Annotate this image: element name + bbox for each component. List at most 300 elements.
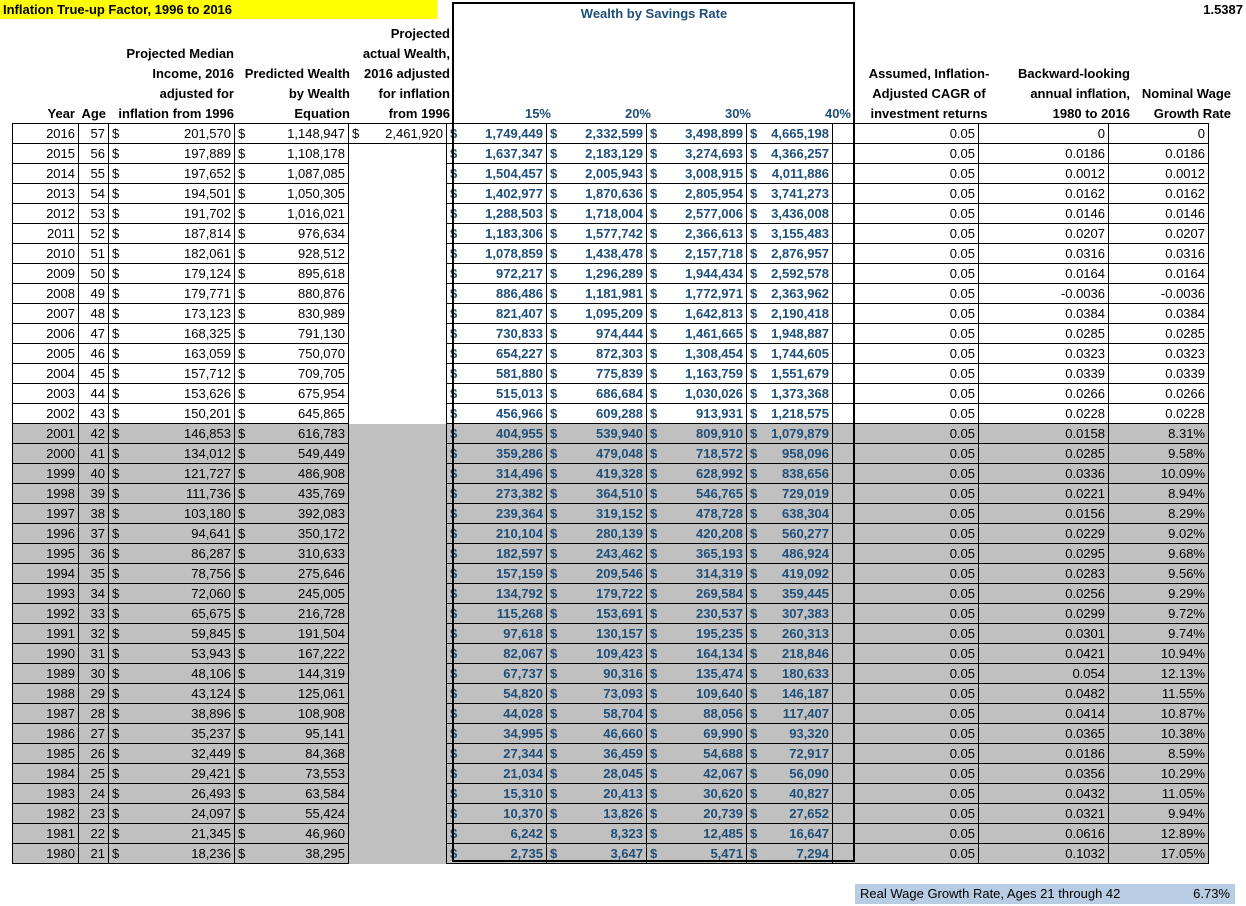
median-income-cell: 173,123 [125, 304, 235, 324]
predicted-wealth-cell: 125,061 [251, 684, 349, 704]
median-income-cell: 197,889 [125, 144, 235, 164]
age-cell: 26 [79, 744, 109, 764]
currency-symbol: $ [109, 364, 125, 384]
currency-symbol: $ [447, 824, 463, 844]
currency-symbol: $ [747, 404, 763, 424]
empty-cell [349, 664, 365, 684]
currency-symbol: $ [747, 744, 763, 764]
nominal-wage-cell: 9.74% [1109, 624, 1209, 644]
empty-cell [365, 664, 447, 684]
wealth-rate-cell: 210,104 [463, 524, 547, 544]
table-row [13, 784, 1209, 804]
currency-symbol: $ [447, 844, 463, 864]
nominal-wage-cell: 10.87% [1109, 704, 1209, 724]
nominal-wage-cell: 8.94% [1109, 484, 1209, 504]
median-income-cell: 103,180 [125, 504, 235, 524]
wealth-rate-cell: 13,826 [563, 804, 647, 824]
wealth-rate-cell: 2,577,006 [663, 204, 747, 224]
currency-symbol: $ [235, 324, 251, 344]
age-cell: 47 [79, 324, 109, 344]
col-header-nominal-wage [1134, 84, 1231, 124]
real-wage-label: Real Wage Growth Rate, Ages 21 through 42 [860, 886, 1121, 901]
age-cell: 21 [79, 844, 109, 864]
year-cell: 1985 [13, 744, 79, 764]
backward-inflation-cell: 0.0295 [979, 544, 1109, 564]
currency-symbol: $ [747, 704, 763, 724]
wealth-rate-cell: 2,805,954 [663, 184, 747, 204]
wealth-rate-cell: 581,880 [463, 364, 547, 384]
predicted-wealth-cell: 63,584 [251, 784, 349, 804]
currency-symbol: $ [109, 324, 125, 344]
currency-symbol: $ [109, 484, 125, 504]
cagr-cell: 0.05 [833, 724, 979, 744]
currency-symbol: $ [747, 444, 763, 464]
empty-cell [349, 544, 365, 564]
empty-cell [349, 504, 365, 524]
wealth-rate-cell: 4,366,257 [763, 144, 833, 164]
median-income-cell: 150,201 [125, 404, 235, 424]
currency-symbol: $ [109, 544, 125, 564]
cagr-cell: 0.05 [833, 544, 979, 564]
table-row [13, 404, 1209, 424]
currency-symbol: $ [109, 524, 125, 544]
wealth-rate-cell: 1,744,605 [763, 344, 833, 364]
currency-symbol: $ [109, 244, 125, 264]
cagr-cell: 0.05 [833, 164, 979, 184]
wealth-rate-cell: 72,917 [763, 744, 833, 764]
currency-symbol: $ [447, 204, 463, 224]
wealth-rate-cell: 243,462 [563, 544, 647, 564]
currency-symbol: $ [547, 584, 563, 604]
wealth-rate-cell: 718,572 [663, 444, 747, 464]
cagr-cell: 0.05 [833, 324, 979, 344]
currency-symbol: $ [747, 224, 763, 244]
currency-symbol: $ [235, 844, 251, 864]
year-cell: 1990 [13, 644, 79, 664]
year-cell: 2015 [13, 144, 79, 164]
currency-symbol: $ [235, 824, 251, 844]
currency-symbol: $ [547, 484, 563, 504]
currency-symbol: $ [547, 784, 563, 804]
nominal-wage-cell: 0.0266 [1109, 384, 1209, 404]
currency-symbol: $ [109, 504, 125, 524]
currency-symbol: $ [547, 144, 563, 164]
empty-cell [349, 484, 365, 504]
median-income-cell: 53,943 [125, 644, 235, 664]
age-cell: 50 [79, 264, 109, 284]
currency-symbol: $ [647, 524, 663, 544]
currency-symbol: $ [547, 444, 563, 464]
predicted-wealth-cell: 73,553 [251, 764, 349, 784]
currency-symbol: $ [647, 404, 663, 424]
table-row [13, 604, 1209, 624]
nominal-wage-cell: 12.89% [1109, 824, 1209, 844]
wealth-rate-cell: 73,093 [563, 684, 647, 704]
predicted-wealth-cell: 310,633 [251, 544, 349, 564]
wealth-rate-cell: 82,067 [463, 644, 547, 664]
wealth-rate-cell: 486,924 [763, 544, 833, 564]
currency-symbol: $ [647, 704, 663, 724]
empty-cell [365, 224, 447, 244]
wealth-rate-cell: 3,155,483 [763, 224, 833, 244]
year-cell: 2005 [13, 344, 79, 364]
predicted-wealth-cell: 486,908 [251, 464, 349, 484]
wealth-rate-cell: 1,461,665 [663, 324, 747, 344]
currency-symbol: $ [447, 364, 463, 384]
currency-symbol: $ [235, 524, 251, 544]
age-cell: 43 [79, 404, 109, 424]
predicted-wealth-cell: 216,728 [251, 604, 349, 624]
currency-symbol: $ [647, 844, 663, 864]
wealth-rate-cell: 273,382 [463, 484, 547, 504]
hdr-income-line: adjusted for [159, 86, 234, 101]
currency-symbol: $ [447, 784, 463, 804]
empty-cell [365, 164, 447, 184]
median-income-cell: 32,449 [125, 744, 235, 764]
wealth-rate-cell: 1,030,026 [663, 384, 747, 404]
wealth-rate-cell: 67,737 [463, 664, 547, 684]
empty-cell [365, 364, 447, 384]
wealth-rate-cell: 109,423 [563, 644, 647, 664]
nominal-wage-cell: 11.05% [1109, 784, 1209, 804]
wealth-rate-cell: 1,642,813 [663, 304, 747, 324]
year-cell: 1982 [13, 804, 79, 824]
median-income-cell: 72,060 [125, 584, 235, 604]
age-cell: 40 [79, 464, 109, 484]
currency-symbol: $ [747, 684, 763, 704]
wealth-rate-cell: 117,407 [763, 704, 833, 724]
cagr-cell: 0.05 [833, 224, 979, 244]
cagr-cell: 0.05 [833, 784, 979, 804]
median-income-cell: 94,641 [125, 524, 235, 544]
currency-symbol: $ [747, 604, 763, 624]
wealth-rate-cell: 1,551,679 [763, 364, 833, 384]
empty-cell [349, 584, 365, 604]
currency-symbol: $ [235, 724, 251, 744]
wealth-rate-cell: 269,584 [663, 584, 747, 604]
currency-symbol: $ [647, 344, 663, 364]
wealth-rate-cell: 3,274,693 [663, 144, 747, 164]
age-cell: 38 [79, 504, 109, 524]
currency-symbol: $ [647, 464, 663, 484]
wealth-rate-cell: 419,092 [763, 564, 833, 584]
empty-cell [365, 844, 447, 864]
backward-inflation-cell: 0.0256 [979, 584, 1109, 604]
nominal-wage-cell: 0.0339 [1109, 364, 1209, 384]
currency-symbol: $ [547, 824, 563, 844]
currency-symbol: $ [235, 184, 251, 204]
wealth-rate-cell: 314,319 [663, 564, 747, 584]
table-row [13, 824, 1209, 844]
currency-symbol: $ [235, 624, 251, 644]
currency-symbol: $ [747, 464, 763, 484]
empty-cell [365, 264, 447, 284]
currency-symbol: $ [647, 444, 663, 464]
currency-symbol: $ [547, 604, 563, 624]
empty-cell [365, 504, 447, 524]
hdr-income-line: Income, 2016 [152, 66, 234, 81]
median-income-cell: 18,236 [125, 844, 235, 864]
backward-inflation-cell: 0.0186 [979, 144, 1109, 164]
predicted-wealth-cell: 1,148,947 [251, 124, 349, 144]
backward-inflation-cell: 0.0285 [979, 324, 1109, 344]
year-cell: 2000 [13, 444, 79, 464]
currency-symbol: $ [447, 324, 463, 344]
year-cell: 1983 [13, 784, 79, 804]
median-income-cell: 197,652 [125, 164, 235, 184]
hdr-backward-line: Backward-looking [1018, 66, 1130, 81]
year-cell: 1999 [13, 464, 79, 484]
wealth-rate-cell: 515,013 [463, 384, 547, 404]
backward-inflation-cell: 0.0414 [979, 704, 1109, 724]
wealth-rate-cell: 638,304 [763, 504, 833, 524]
currency-symbol: $ [647, 204, 663, 224]
wealth-rate-cell: 974,444 [563, 324, 647, 344]
currency-symbol: $ [447, 624, 463, 644]
nominal-wage-cell: 9.02% [1109, 524, 1209, 544]
currency-symbol: $ [235, 564, 251, 584]
currency-symbol: $ [747, 564, 763, 584]
currency-symbol: $ [235, 744, 251, 764]
empty-cell [349, 324, 365, 344]
predicted-wealth-cell: 191,504 [251, 624, 349, 644]
currency-symbol: $ [747, 124, 763, 144]
predicted-wealth-cell: 1,108,178 [251, 144, 349, 164]
nominal-wage-cell: 17.05% [1109, 844, 1209, 864]
empty-cell [365, 304, 447, 324]
age-cell: 49 [79, 284, 109, 304]
currency-symbol: $ [109, 564, 125, 584]
wealth-rate-cell: 4,011,886 [763, 164, 833, 184]
age-cell: 55 [79, 164, 109, 184]
empty-cell [349, 164, 365, 184]
nominal-wage-cell: 10.38% [1109, 724, 1209, 744]
wealth-rate-cell: 16,647 [763, 824, 833, 844]
empty-cell [365, 144, 447, 164]
median-income-cell: 153,626 [125, 384, 235, 404]
backward-inflation-cell: 0.0336 [979, 464, 1109, 484]
year-cell: 1994 [13, 564, 79, 584]
currency-symbol: $ [447, 804, 463, 824]
age-cell: 53 [79, 204, 109, 224]
wealth-rate-cell: 1,288,503 [463, 204, 547, 224]
currency-symbol: $ [647, 644, 663, 664]
currency-symbol: $ [647, 604, 663, 624]
wealth-rate-cell: 27,652 [763, 804, 833, 824]
real-wage-value: 6.73% [1193, 886, 1230, 901]
median-income-cell: 134,012 [125, 444, 235, 464]
wealth-rate-cell: 913,931 [663, 404, 747, 424]
cagr-cell: 0.05 [833, 244, 979, 264]
backward-inflation-cell: 0.0221 [979, 484, 1109, 504]
age-cell: 44 [79, 384, 109, 404]
empty-cell [349, 764, 365, 784]
currency-symbol: $ [109, 184, 125, 204]
cagr-cell: 0.05 [833, 144, 979, 164]
currency-symbol: $ [547, 684, 563, 704]
wealth-rate-cell: 3,008,915 [663, 164, 747, 184]
currency-symbol: $ [547, 524, 563, 544]
age-cell: 57 [79, 124, 109, 144]
table-row [13, 264, 1209, 284]
wealth-rate-cell: 1,438,478 [563, 244, 647, 264]
currency-symbol: $ [109, 844, 125, 864]
median-income-cell: 59,845 [125, 624, 235, 644]
median-income-cell: 157,712 [125, 364, 235, 384]
predicted-wealth-cell: 549,449 [251, 444, 349, 464]
nominal-wage-cell: 0.0162 [1109, 184, 1209, 204]
currency-symbol: $ [109, 744, 125, 764]
cagr-cell: 0.05 [833, 284, 979, 304]
backward-inflation-cell: 0.0299 [979, 604, 1109, 624]
currency-symbol: $ [747, 844, 763, 864]
wealth-rate-cell: 1,308,454 [663, 344, 747, 364]
nominal-wage-cell: 0.0323 [1109, 344, 1209, 364]
age-cell: 39 [79, 484, 109, 504]
median-income-cell: 179,771 [125, 284, 235, 304]
wealth-rate-cell: 28,045 [563, 764, 647, 784]
year-cell: 1992 [13, 604, 79, 624]
cagr-cell: 0.05 [833, 304, 979, 324]
median-income-cell: 38,896 [125, 704, 235, 724]
empty-cell [349, 284, 365, 304]
median-income-cell: 43,124 [125, 684, 235, 704]
wealth-rate-cell: 218,846 [763, 644, 833, 664]
empty-cell [349, 644, 365, 664]
empty-cell [365, 404, 447, 424]
currency-symbol: $ [235, 344, 251, 364]
wealth-rate-cell: 56,090 [763, 764, 833, 784]
backward-inflation-cell: 0.0164 [979, 264, 1109, 284]
wealth-rate-cell: 1,218,575 [763, 404, 833, 424]
currency-symbol: $ [447, 244, 463, 264]
empty-cell [349, 804, 365, 824]
wealth-rate-cell: 1,181,981 [563, 284, 647, 304]
currency-symbol: $ [547, 764, 563, 784]
cagr-cell: 0.05 [833, 344, 979, 364]
wealth-rate-cell: 97,618 [463, 624, 547, 644]
backward-inflation-cell: 0.0229 [979, 524, 1109, 544]
wealth-by-savings-title: Wealth by Savings Rate [580, 6, 728, 21]
backward-inflation-cell: 0.0207 [979, 224, 1109, 244]
predicted-wealth-cell: 167,222 [251, 644, 349, 664]
age-cell: 32 [79, 624, 109, 644]
table-row [13, 684, 1209, 704]
wealth-rate-cell: 179,722 [563, 584, 647, 604]
backward-inflation-cell: 0.0365 [979, 724, 1109, 744]
backward-inflation-cell: 0.0432 [979, 784, 1109, 804]
wealth-rate-cell: 319,152 [563, 504, 647, 524]
age-cell: 25 [79, 764, 109, 784]
wealth-rate-cell: 260,313 [763, 624, 833, 644]
age-cell: 42 [79, 424, 109, 444]
currency-symbol: $ [747, 724, 763, 744]
currency-symbol: $ [747, 424, 763, 444]
backward-inflation-cell: 0.0285 [979, 444, 1109, 464]
currency-symbol: $ [747, 524, 763, 544]
currency-symbol: $ [109, 344, 125, 364]
cagr-cell: 0.05 [833, 424, 979, 444]
currency-symbol: $ [747, 484, 763, 504]
wealth-rate-cell: 1,163,759 [663, 364, 747, 384]
year-cell: 2001 [13, 424, 79, 444]
currency-symbol: $ [109, 704, 125, 724]
backward-inflation-cell: 0.0384 [979, 304, 1109, 324]
currency-symbol: $ [447, 144, 463, 164]
col-header-year: Year [47, 106, 75, 121]
hdr-backward-line: 1980 to 2016 [1052, 106, 1130, 121]
currency-symbol: $ [547, 544, 563, 564]
wealth-rate-cell: 1,944,434 [663, 264, 747, 284]
wealth-rate-cell: 30,620 [663, 784, 747, 804]
currency-symbol: $ [447, 504, 463, 524]
currency-symbol: $ [109, 144, 125, 164]
wealth-rate-cell: 1,749,449 [463, 124, 547, 144]
currency-symbol: $ [647, 784, 663, 804]
wealth-rate-cell: 3,498,899 [663, 124, 747, 144]
currency-symbol: $ [235, 144, 251, 164]
empty-cell [349, 744, 365, 764]
wealth-rate-cell: 44,028 [463, 704, 547, 724]
cagr-cell: 0.05 [833, 664, 979, 684]
wealth-rate-cell: 4,665,198 [763, 124, 833, 144]
backward-inflation-cell: 0.0162 [979, 184, 1109, 204]
cagr-cell: 0.05 [833, 744, 979, 764]
table-row [13, 124, 1209, 144]
table-row [13, 224, 1209, 244]
cagr-cell: 0.05 [833, 564, 979, 584]
currency-symbol: $ [447, 744, 463, 764]
nominal-wage-cell: 8.31% [1109, 424, 1209, 444]
backward-inflation-cell: 0.0321 [979, 804, 1109, 824]
empty-cell [349, 524, 365, 544]
currency-symbol: $ [235, 384, 251, 404]
wealth-rate-cell: 20,739 [663, 804, 747, 824]
wealth-rate-cell: 560,277 [763, 524, 833, 544]
nominal-wage-cell: 0.0186 [1109, 144, 1209, 164]
wealth-rate-cell: 872,303 [563, 344, 647, 364]
currency-symbol: $ [109, 384, 125, 404]
hdr-income-line: Projected Median [126, 46, 234, 61]
predicted-wealth-cell: 275,646 [251, 564, 349, 584]
cagr-cell: 0.05 [833, 584, 979, 604]
median-income-cell: 29,421 [125, 764, 235, 784]
currency-symbol: $ [447, 424, 463, 444]
empty-cell [349, 184, 365, 204]
cagr-cell: 0.05 [833, 684, 979, 704]
nominal-wage-cell: 10.29% [1109, 764, 1209, 784]
real-wage-growth-box [855, 884, 1235, 904]
table-row [13, 364, 1209, 384]
empty-cell [365, 344, 447, 364]
currency-symbol: $ [747, 384, 763, 404]
wealth-rate-cell: 3,647 [563, 844, 647, 864]
empty-cell [365, 704, 447, 724]
wealth-rate-cell: 972,217 [463, 264, 547, 284]
predicted-wealth-cell: 1,087,085 [251, 164, 349, 184]
hdr-nominal-line: Nominal Wage [1141, 86, 1231, 101]
currency-symbol: $ [647, 384, 663, 404]
currency-symbol: $ [547, 744, 563, 764]
currency-symbol: $ [747, 544, 763, 564]
currency-symbol: $ [647, 324, 663, 344]
table-row [13, 144, 1209, 164]
currency-symbol: $ [235, 264, 251, 284]
currency-symbol: $ [547, 644, 563, 664]
empty-cell [349, 704, 365, 724]
predicted-wealth-cell: 1,016,021 [251, 204, 349, 224]
currency-symbol: $ [235, 664, 251, 684]
